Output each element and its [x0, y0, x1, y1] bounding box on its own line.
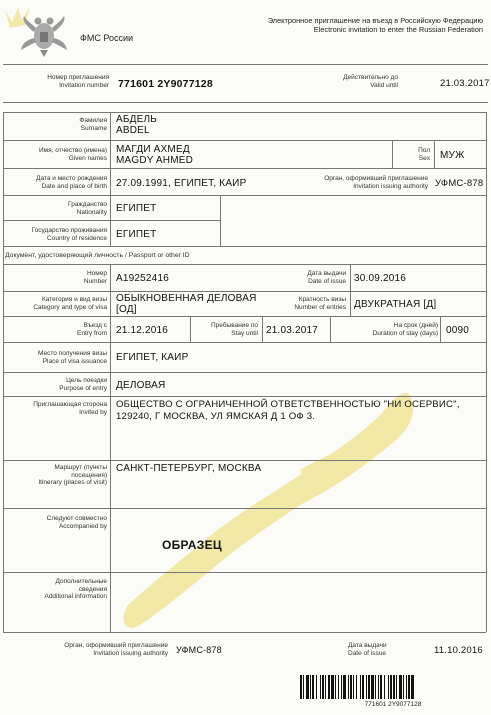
label-en: Purpose of entry [59, 384, 107, 392]
visa-category-line2: [ОД] [116, 304, 137, 315]
residence-value: ЕГИПЕТ [116, 229, 157, 240]
barcode-bar [390, 675, 392, 699]
label-en: Given names [68, 154, 107, 162]
given-en: MAGDY AHMED [116, 155, 194, 166]
label-en: Valid until [370, 81, 398, 89]
label-ru2: сведения [78, 585, 107, 593]
label-ru: Приглашающая сторона [33, 401, 107, 408]
footer-authority-label [4, 642, 168, 657]
label-en: Place of visa issuance [42, 357, 107, 365]
barcode-bar [312, 675, 314, 699]
accompanied-label [4, 515, 107, 530]
barcode-bar [343, 675, 346, 699]
label-ru: Категория и вид визы [41, 296, 107, 303]
barcode-bar [366, 675, 367, 699]
footer-issue-label [348, 642, 398, 657]
barcode-bar [360, 675, 361, 699]
title-ru: Электронное приглашение на въезд в Российскую Федерацию [267, 16, 483, 25]
valid-until-label [330, 74, 398, 89]
label-ru: Пол [418, 147, 430, 154]
label-ru2: посещения) [71, 471, 107, 479]
label-ru: Дата выдачи [307, 270, 346, 277]
footer-authority-value: УФМС-878 [176, 645, 222, 655]
label-ru1: Маршрут (пункты [54, 464, 107, 471]
label-en: Number of entries [294, 303, 346, 311]
label-en: Country of residence [47, 234, 107, 242]
label-en: Stay until [231, 329, 258, 337]
passport-number-label [4, 270, 107, 285]
itinerary-label [4, 464, 107, 487]
label-en: Nationality [76, 208, 107, 216]
barcode-bar [378, 675, 379, 699]
barcode-bar [406, 675, 407, 699]
sex-label [396, 147, 430, 162]
label-en: Number [83, 277, 107, 285]
issuing-authority-label [300, 175, 428, 190]
barcode-bar [388, 675, 389, 699]
sex-value: МУЖ [440, 150, 465, 161]
passport-number-value: A19252416 [116, 273, 169, 284]
label-ru: Следуют совместно [46, 515, 107, 522]
label-en: Duration of stay (days) [372, 329, 438, 337]
surname-en: ABDEL [116, 125, 150, 136]
visa-category-label [4, 296, 107, 311]
entry-from-label [4, 322, 107, 337]
barcode-bar [350, 675, 352, 699]
barcode-bar [368, 675, 370, 699]
visa-place-label [4, 350, 107, 365]
label-ru: Место получения визы [38, 350, 107, 357]
invitation-number: 771601 2Y9077128 [118, 78, 213, 90]
label-ru1: Дополнительные [55, 578, 107, 585]
barcode-bar [399, 675, 402, 699]
barcode-bar [303, 675, 304, 699]
label-ru: Въезд с [83, 322, 107, 329]
document-title [163, 16, 483, 34]
given-names-label [4, 147, 107, 162]
purpose-label [4, 377, 107, 392]
barcode-bar [310, 675, 311, 699]
footer-issue-value: 11.10.2016 [434, 645, 483, 656]
duration-value: 0090 [446, 325, 470, 336]
barcode-bar [393, 675, 395, 699]
label-en: Date of issue [348, 649, 386, 657]
passport-issue-value: 30.09.2016 [354, 273, 407, 284]
label-ru: Орган, оформивший приглашение [324, 175, 428, 182]
barcode-bar [411, 675, 414, 699]
label-en: Category and type of visa [33, 303, 107, 311]
barcode-bar [353, 675, 354, 699]
label-en: Date of issue [308, 277, 346, 285]
label-ru: Государство проживания [31, 227, 107, 234]
surname-ru: АБДЕЛЬ [116, 114, 157, 125]
visa-category-value [116, 293, 256, 315]
barcode-bar [348, 675, 349, 699]
barcode-bar [408, 675, 410, 699]
label-ru: Дата и место рождения [36, 175, 107, 182]
barcode-bar [331, 675, 334, 699]
barcode-bar [356, 675, 357, 699]
barcode [300, 675, 486, 699]
label-ru: Действительно до [343, 74, 398, 81]
label-en: Entry from [77, 329, 107, 337]
label-en: Accompanied by [58, 522, 107, 530]
label-ru: Дата выдачи [348, 642, 387, 649]
label-ru: Номер [86, 270, 107, 277]
itinerary-value: САНКТ-ПЕТЕРБУРГ, МОСКВА [116, 463, 262, 474]
nationality-label [4, 201, 107, 216]
inviter-label [4, 401, 107, 416]
barcode-bar [316, 675, 317, 699]
visa-category-line1: ОБЫКНОВЕННАЯ ДЕЛОВАЯ [116, 293, 257, 304]
birth-label [4, 175, 107, 190]
stay-until-label [192, 322, 258, 337]
barcode-bar [328, 675, 330, 699]
entry-from-value: 21.12.2016 [116, 325, 169, 336]
label-en: Additional information [44, 593, 107, 600]
additional-info-label [4, 578, 107, 601]
label-en: Invitation issuing authority [93, 649, 168, 657]
agency-name: ФМС России [80, 33, 134, 43]
stay-until-value: 21.03.2017 [266, 325, 319, 336]
document-section-label: Документ, удостоверяющий личность / Passport or other ID [5, 252, 190, 259]
barcode-bar [375, 675, 376, 699]
label-en: Invited by [79, 408, 107, 416]
label-ru: Гражданство [68, 201, 107, 208]
label-en: Surname [80, 124, 107, 132]
given-ru: МАГДИ АХМЕД [116, 144, 190, 155]
label-en: Itinerary (places of visit) [38, 479, 107, 486]
visa-entries-label [270, 296, 346, 311]
barcode-bar [338, 675, 339, 699]
residence-label [4, 227, 107, 242]
birth-value: 27.09.1991, ЕГИПЕТ, КАИР [116, 178, 247, 189]
inviter-line2: 129240, Г МОСКВА, УЛ ЯМСКАЯ Д 1 ОФ 3. [116, 411, 316, 422]
label-ru: Цель поездки [66, 377, 107, 384]
label-en: Invitation number [59, 81, 109, 89]
barcode-bar [380, 675, 382, 699]
barcode-bar [384, 675, 385, 699]
title-en: Electronic invitation to enter the Russian Federation [313, 25, 483, 34]
label-ru: Пребывание по [211, 322, 258, 329]
purpose-value: ДЕЛОВАЯ [116, 380, 166, 391]
label-ru: Кратность визы [298, 296, 346, 303]
label-ru: Орган, оформивший приглашение [64, 642, 168, 649]
issuing-authority-value: УФМС-878 [435, 178, 484, 189]
barcode-bar [371, 675, 374, 699]
surname-value [116, 114, 157, 136]
label-ru: Имя, отчество (имена) [39, 147, 107, 154]
barcode-bar [300, 675, 302, 699]
sample-watermark: ОБРАЗЕЦ [162, 538, 222, 552]
label-ru: Фамилия [79, 117, 107, 124]
label-ru: На срок (дней) [393, 322, 438, 329]
barcode-bar [403, 675, 404, 699]
label-en: Invitation issuing authority [353, 182, 428, 190]
label-ru: Номер приглашения [47, 74, 109, 81]
barcode-bar [320, 675, 321, 699]
nationality-value: ЕГИПЕТ [116, 203, 157, 214]
barcode-bar [325, 675, 326, 699]
barcode-bar [335, 675, 336, 699]
surname-label [4, 117, 107, 132]
valid-until-value: 21.03.2017 [440, 78, 490, 89]
visa-place-value: ЕГИПЕТ, КАИР [116, 352, 189, 363]
passport-issue-label [270, 270, 346, 285]
barcode-number: 771601 2Y9077128 [364, 701, 422, 708]
barcode-bar [322, 675, 324, 699]
barcode-bar [306, 675, 309, 699]
barcode-bar [396, 675, 397, 699]
inviter-line1: ОБЩЕСТВО С ОГРАНИЧЕННОЙ ОТВЕТСТВЕННОСТЬЮ "НИ ОСЕРВИС", [116, 399, 460, 410]
inviter-value [116, 399, 460, 423]
eagle-emblem-icon [20, 12, 68, 58]
barcode-bar [341, 675, 342, 699]
label-en: Sex [418, 154, 430, 162]
invitation-number-label [3, 74, 109, 89]
barcode-bar [362, 675, 364, 699]
label-en: Date and place of birth [41, 182, 107, 190]
given-names-value [116, 144, 193, 166]
duration-label [332, 322, 438, 337]
visa-entries-value: ДВУКРАТНАЯ [Д] [354, 299, 437, 310]
